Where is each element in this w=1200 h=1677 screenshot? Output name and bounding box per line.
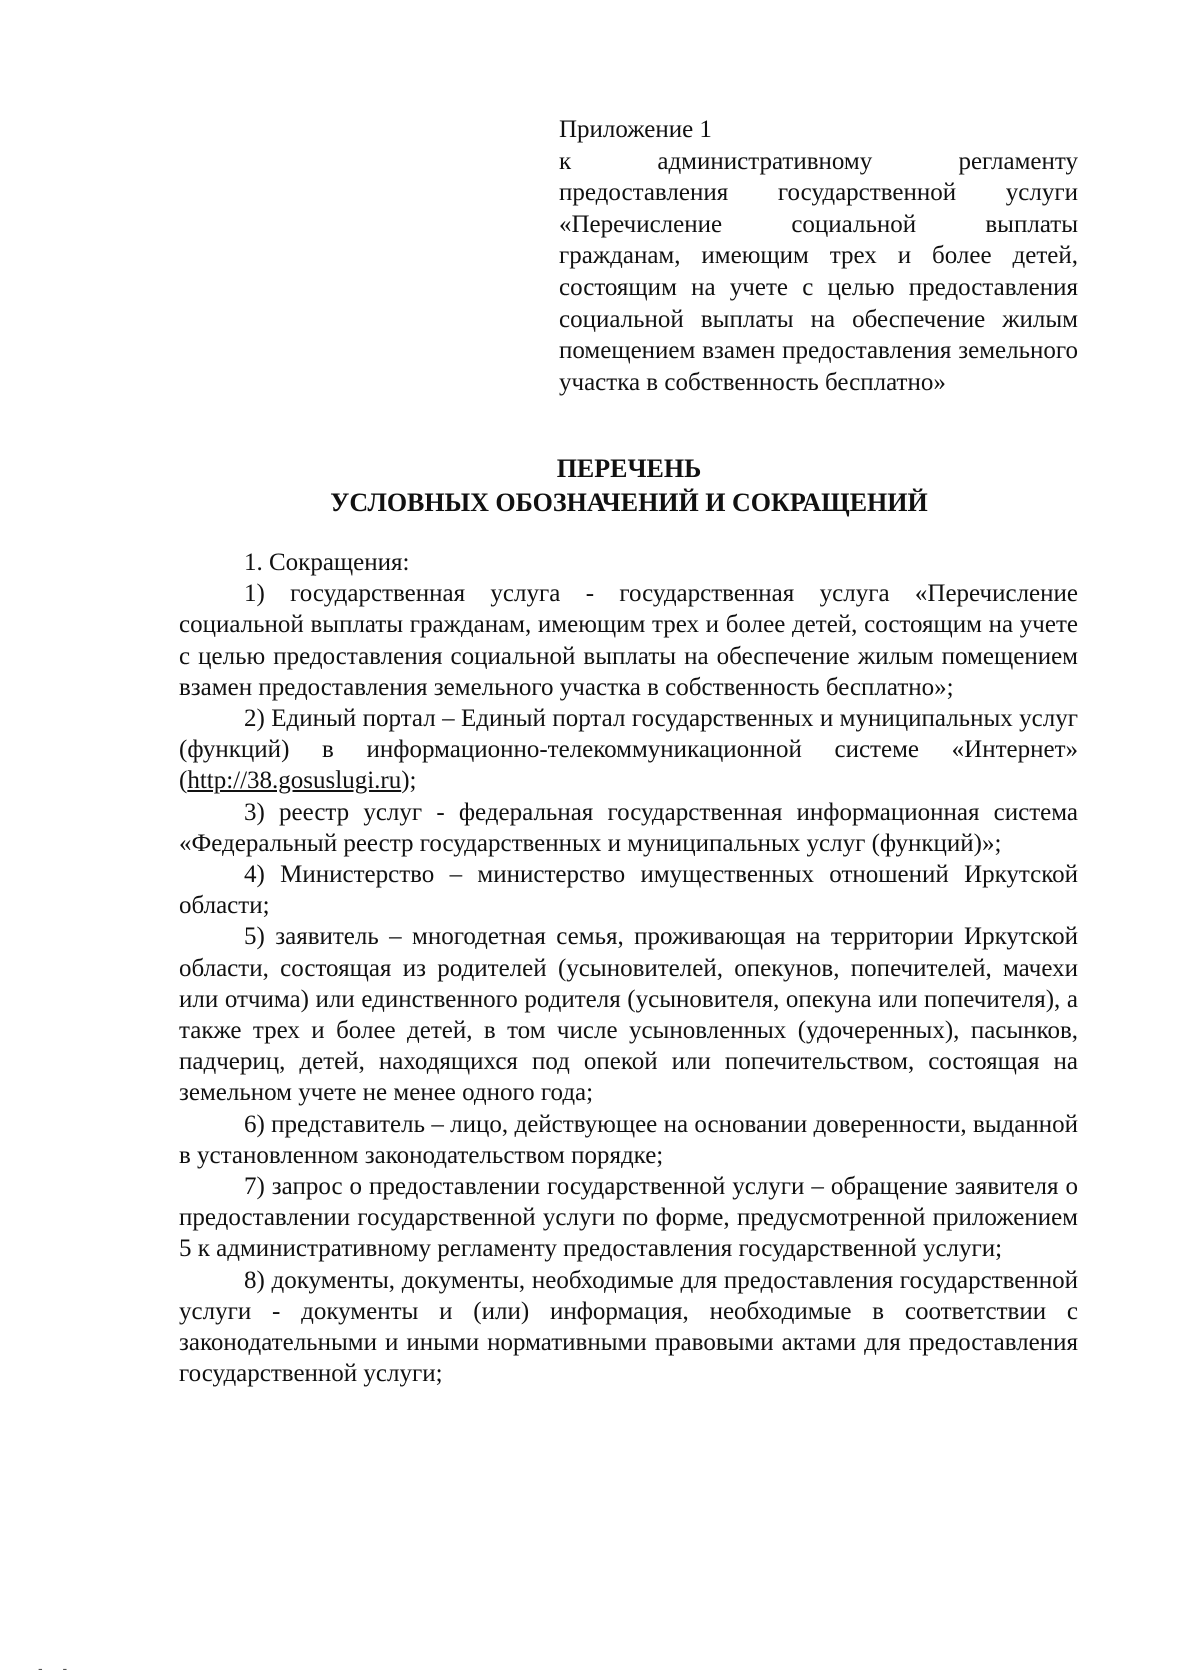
- annex-title: Приложение 1: [559, 116, 712, 143]
- scan-marks: - -: [38, 1660, 76, 1676]
- abbreviation-item-3: 3) реестр услуг - федеральная государственная информационная система «Федеральный реестр государственных и муниципальных услуг (функций)»;: [179, 798, 1078, 857]
- abbreviation-item-6: 6) представитель – лицо, действующее на основании доверенности, выданной в установленном законодательством порядке;: [179, 1110, 1078, 1169]
- abbreviation-item-8: 8) документы, документы, необходимые для предоставления государственной услуги - документы и (или) информация, необходимые в соответствии с законодательными и иными нормативными правовыми актами для предоставления государственной услуги;: [179, 1266, 1078, 1388]
- document-body: [179, 547, 1078, 1389]
- abbreviation-item-2-text: 2) Единый портал – Единый портал государственных и муниципальных услуг (функций) в информационно-телекоммуникационной системе «Интернет» (: [179, 705, 1078, 795]
- abbreviation-item-4: 4) Министерство – министерство имущественных отношений Иркутской области;: [179, 861, 1078, 920]
- document-heading-line2: УСЛОВНЫХ ОБОЗНАЧЕНИЙ И СОКРАЩЕНИЙ: [330, 488, 928, 517]
- abbreviation-item-7: 7) запрос о предоставлении государственной услуги – обращение заявителя о предоставлении государственной услуги по форме, предусмотренной приложением 5 к административному регламенту предоставления государственной услуги;: [179, 1173, 1078, 1263]
- portal-link[interactable]: http://38.gosuslugi.ru: [187, 767, 402, 795]
- abbreviation-item-1: 1) государственная услуга - государственная услуга «Перечисление социальной выплаты гражданам, имеющим трех и более детей, состоящим на учете с целью предоставления социальной выплаты на обеспечение жилым помещением взамен предоставления земельного участка в собственность бесплатно»;: [179, 580, 1078, 701]
- abbreviation-item-2-tail: );: [401, 767, 417, 795]
- abbreviation-item-5: 5) заявитель – многодетная семья, проживающая на территории Иркутской области, состоящая из родителей (усыновителей, опекунов, попечителей, мачехи или отчима) или единственного родителя (усыновителя, опекуна или попечителя), а также трех и более детей, в том числе усыновленных (удочеренных), пасынков, падчериц, детей, находящихся под опекой или попечительством, состоящая на земельном учете не менее одного года;: [179, 923, 1078, 1107]
- annex-description: к административному регламенту предоставления государственной услуги «Перечисление социальной выплаты гражданам, имеющим трех и более детей, состоящим на учете с целью предоставления социальной выплаты на обеспечение жилым помещением взамен предоставления земельного участка в собственность бесплатно»: [559, 147, 1078, 396]
- abbreviation-item-2: [179, 703, 1078, 797]
- section-title: 1. Сокращения:: [244, 549, 410, 576]
- annex-block: [559, 114, 1078, 398]
- document-heading-line1: ПЕРЕЧЕНЬ: [556, 454, 702, 483]
